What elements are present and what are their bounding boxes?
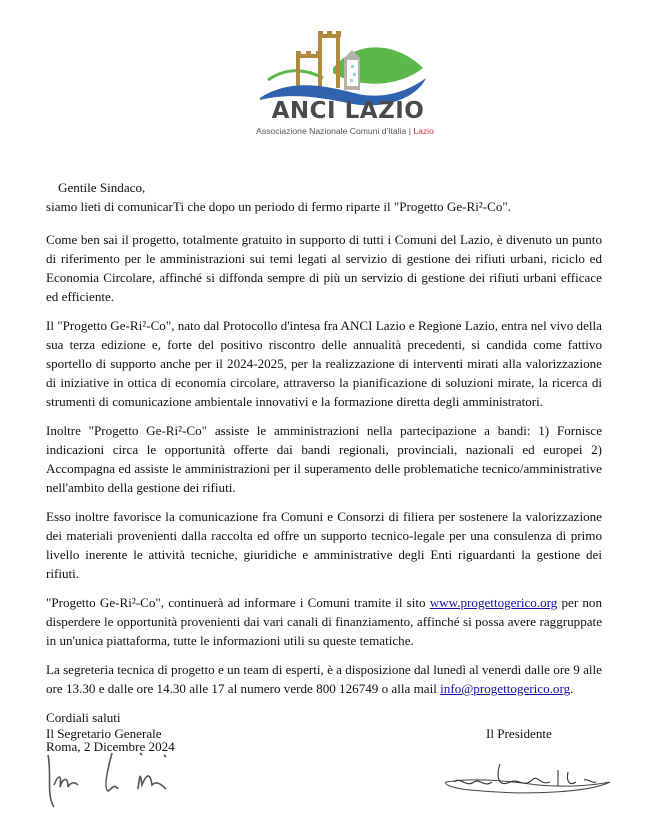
- website-paragraph: [46, 593, 602, 650]
- place-date: Roma, 2 Dicembre 2024: [46, 739, 175, 754]
- paragraph-2: Il "Progetto Ge-Ri²-Co", nato dal Protocollo d'intesa fra ANCI Lazio e Regione Lazio, entra nel vivo della sua terza edizione e, forte del positivo riscontro delle annualità precedenti, si candida come fattivo sportello di supporto anche per il 2024-2025, per la realizzazione di interventi mirati alla valorizzazione di iniziative in ottica di economia circolare, attraverso la pianificazione di soluzioni mirate, la ricerca di strumenti di comunicazione ambientale innovativi e la formazione diretta degli amministratori.: [46, 318, 602, 409]
- contact-text-before: La segreteria tecnica di progetto e un team di esperti, è a disposizione dal lunedì al venerdì dalle ore 9 alle ore 13.30 e dalle ore 14.30 alle 17 al numero verde 800 126749 o alla mail: [46, 662, 602, 696]
- contact-text-after: .: [570, 681, 574, 696]
- anci-lazio-towers-logo-icon: [248, 18, 438, 108]
- logo-subtitle-text: Associazione Nazionale Comuni d'Italia |: [256, 126, 411, 136]
- website-text-after: per non disperdere le opportunità provenienti dai vari canali di finanziamento, affinché si possa avere raggruppate in un'unica piattaforma, tutte le informazioni utili su queste tematiche.: [46, 595, 602, 648]
- intro-line: siamo lieti di comunicarTi che dopo un periodo di fermo riparte il "Progetto Ge-Ri²-Co".: [46, 199, 512, 214]
- president-title: Il Presidente: [486, 726, 552, 741]
- logo-title: ANCI LAZIO: [271, 98, 425, 124]
- logo-subtitle: [230, 126, 460, 136]
- president-signature-icon: [440, 760, 620, 800]
- paragraph-3: Inoltre "Progetto Ge-Ri²-Co" assiste le amministrazioni nella partecipazione a bandi: 1) Fornisce indicazioni circa le opportunità offerte dai bandi regionali, provinciali, nazionali ed europei 2) Accompagna ed assiste le amministrazioni per il superamento delle problematiche tecnico/amministrative nell'ambito della gestione dei rifiuti.: [46, 423, 602, 495]
- greeting: Gentile Sindaco,: [58, 180, 146, 195]
- secretary-signature-icon: [40, 745, 180, 815]
- paragraph-4: Esso inoltre favorisce la comunicazione fra Comuni e Consorzi di filiera per sostenere la valorizzazione dei materiali provenienti dalla raccolta ed offre un supporto tecnico-legale per una consulenza di primo livello inerente le attività tecniche, giuridiche e amministrative degli Enti riguardanti la gestione dei rifiuti.: [46, 509, 602, 581]
- website-text-before: "Progetto Ge-Ri²-Co", continuerà ad informare i Comuni tramite il sito: [46, 595, 430, 610]
- closing: Cordiali saluti: [46, 710, 121, 725]
- email-link[interactable]: info@progettogerico.org: [440, 681, 571, 696]
- secretary-title: Il Segretario Generale: [46, 726, 162, 741]
- letter-body: [46, 178, 602, 766]
- logo-subtitle-region: Lazio: [413, 126, 434, 136]
- paragraph-1: Come ben sai il progetto, totalmente gratuito in supporto di tutti i Comuni del Lazio, è divenuto un punto di riferimento per le amministrazioni sui temi legati al servizio di gestione dei rifiuti urbani, riciclo ed Economia Circolare, affinché si diffonda sempre di più un servizio di gestione dei rifiuti urbani efficace ed efficiente.: [46, 232, 602, 304]
- website-link[interactable]: www.progettogerico.org: [429, 595, 558, 610]
- anci-lazio-logo: [248, 18, 438, 136]
- contact-paragraph: [46, 660, 602, 698]
